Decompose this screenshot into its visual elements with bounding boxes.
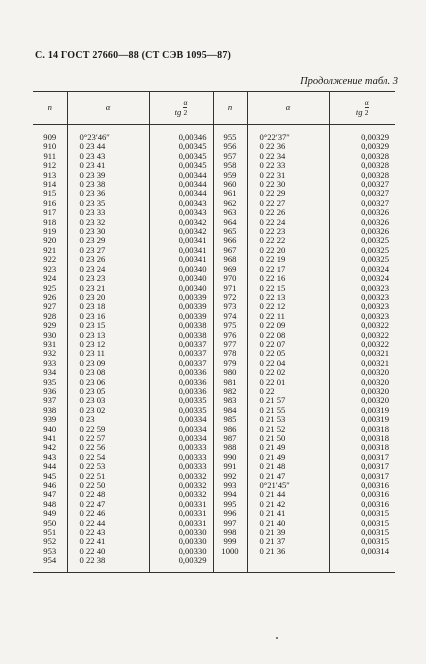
cell-tg	[329, 556, 395, 572]
cell-alpha: 0 22 38	[67, 556, 149, 572]
cell-tg: 0,00330	[149, 537, 213, 546]
cell-alpha: 0°22′37″	[247, 125, 329, 143]
cell-n: 945	[43, 470, 57, 481]
cell-tg: 0,00326	[329, 218, 395, 227]
cell-alpha: 0 23 27	[67, 246, 149, 255]
cell-tg: 0,00325	[329, 236, 395, 245]
cell-tg: 0,00329	[149, 556, 213, 572]
cell-tg: 0,00344	[149, 171, 213, 180]
cell-tg: 0,00317	[329, 453, 395, 462]
cell-n: 922	[43, 254, 57, 265]
cell-alpha: 0 22 51	[67, 472, 149, 481]
cell-alpha: 0 21 44	[247, 490, 329, 499]
cell-alpha: 0 23 18	[67, 302, 149, 311]
cell-n: 987	[213, 434, 247, 443]
cell-n: 998	[213, 528, 247, 537]
cell-alpha: 0 22 15	[247, 284, 329, 293]
cell-n: 924	[43, 273, 57, 284]
column-header-n: n	[33, 92, 67, 125]
cell-alpha: 0 22 50	[67, 481, 149, 490]
cell-n: 909	[43, 132, 57, 142]
cell-n: 981	[213, 378, 247, 387]
cell-n: 972	[213, 293, 247, 302]
cell-tg: 0,00333	[149, 443, 213, 452]
table-row	[33, 556, 395, 572]
cell-n: 988	[213, 443, 247, 452]
column-header-alpha-right: α	[247, 92, 329, 125]
cell-tg: 0,00322	[329, 321, 395, 330]
cell-tg: 0,00323	[329, 312, 395, 321]
cell-n: 935	[43, 376, 57, 387]
cell-n: 973	[213, 302, 247, 311]
cell-alpha: 0 22 56	[67, 443, 149, 452]
cell-n: 919	[43, 226, 57, 237]
cell-n: 974	[213, 312, 247, 321]
cell-tg: 0,00345	[149, 142, 213, 151]
cell-alpha: 0 22 48	[67, 490, 149, 499]
cell-alpha: 0 23 23	[67, 274, 149, 283]
cell-alpha: 0 22 59	[67, 425, 149, 434]
cell-alpha: 0°23′46″	[67, 125, 149, 143]
cell-tg: 0,00324	[329, 265, 395, 274]
cell-alpha: 0 22 36	[247, 142, 329, 151]
cell-tg: 0,00318	[329, 434, 395, 443]
cell-n: 979	[213, 359, 247, 368]
cell-n: 997	[213, 519, 247, 528]
cell-alpha: 0 22 16	[247, 274, 329, 283]
cell-n: 952	[43, 536, 57, 547]
cell-alpha: 0 23 08	[67, 368, 149, 377]
cell-alpha: 0 22 08	[247, 331, 329, 340]
cell-n: 971	[213, 284, 247, 293]
cell-alpha: 0 22 30	[247, 180, 329, 189]
cell-n: 963	[213, 208, 247, 217]
cell-tg: 0,00338	[149, 321, 213, 330]
cell-n: 999	[213, 537, 247, 546]
cell-alpha: 0 22 02	[247, 368, 329, 377]
cell-alpha: 0 22 12	[247, 302, 329, 311]
cell-n: 959	[213, 171, 247, 180]
cell-tg: 0,00320	[329, 378, 395, 387]
cell-n: 918	[43, 216, 57, 227]
cell-n: 958	[213, 161, 247, 170]
cell-tg: 0,00324	[329, 274, 395, 283]
cell-n: 921	[43, 244, 57, 255]
cell-n: 970	[213, 274, 247, 283]
cell-n: 930	[43, 329, 57, 340]
cell-tg: 0,00321	[329, 349, 395, 358]
cell-alpha: 0 23 03	[67, 396, 149, 405]
cell-alpha: 0 22 19	[247, 255, 329, 264]
cell-tg: 0,00316	[329, 500, 395, 509]
cell-tg: 0,00333	[149, 453, 213, 462]
cell-alpha: 0 22 27	[247, 199, 329, 208]
cell-n: 944	[43, 461, 57, 472]
cell-tg: 0,00337	[149, 349, 213, 358]
cell-n: 915	[43, 188, 57, 199]
cell-n: 933	[43, 357, 57, 368]
cell-n: 964	[213, 218, 247, 227]
cell-n: 982	[213, 387, 247, 396]
cell-tg: 0,00343	[149, 199, 213, 208]
cell-tg: 0,00332	[149, 481, 213, 490]
cell-alpha: 0 21 47	[247, 472, 329, 481]
cell-tg: 0,00341	[149, 236, 213, 245]
half-angle-fraction	[183, 98, 187, 117]
cell-n: 951	[43, 527, 57, 538]
cell-n: 936	[43, 385, 57, 396]
cell-tg: 0,00318	[329, 425, 395, 434]
cell-n: 949	[43, 508, 57, 519]
cell-tg: 0,00339	[149, 302, 213, 311]
cell-alpha: 0 23 06	[67, 378, 149, 387]
cell-alpha: 0 22 57	[67, 434, 149, 443]
cell-tg: 0,00337	[149, 359, 213, 368]
cell-tg: 0,00323	[329, 293, 395, 302]
cell-n: 983	[213, 396, 247, 405]
cell-alpha: 0 22 04	[247, 359, 329, 368]
cell-tg: 0,00334	[149, 425, 213, 434]
cell-n: 984	[213, 406, 247, 415]
cell-n: 911	[43, 150, 57, 161]
cell-tg: 0,00322	[329, 331, 395, 340]
cell-tg: 0,00331	[149, 509, 213, 518]
cell-alpha: 0 21 53	[247, 415, 329, 424]
table-header-row	[33, 92, 395, 125]
cell-alpha: 0 23 12	[67, 340, 149, 349]
cell-tg: 0,00328	[329, 152, 395, 161]
cell-alpha: 0 23 05	[67, 387, 149, 396]
cell-tg: 0,00341	[149, 255, 213, 264]
cell-alpha: 0 22 11	[247, 312, 329, 321]
cell-n: 996	[213, 509, 247, 518]
cell-alpha: 0 21 36	[247, 547, 329, 556]
cell-alpha: 0 23 39	[67, 171, 149, 180]
cell-alpha: 0 22 17	[247, 265, 329, 274]
cell-n: 954	[43, 555, 57, 566]
cell-n: 950	[43, 517, 57, 528]
cell-alpha: 0 22 54	[67, 453, 149, 462]
cell-tg: 0,00340	[149, 284, 213, 293]
cell-tg: 0,00330	[149, 547, 213, 556]
cell-tg: 0,00325	[329, 255, 395, 264]
cell-alpha: 0 22 13	[247, 293, 329, 302]
cell-alpha: 0 21 37	[247, 537, 329, 546]
cell-alpha: 0 23 32	[67, 218, 149, 227]
column-header-n-right: n	[213, 92, 247, 125]
cell-alpha: 0 22 34	[247, 152, 329, 161]
cell-n: 992	[213, 472, 247, 481]
cell-n: 934	[43, 367, 57, 378]
cell-n: 925	[43, 282, 57, 293]
cell-tg: 0,00323	[329, 284, 395, 293]
cell-n: 913	[43, 169, 57, 180]
cell-alpha: 0 22	[247, 387, 329, 396]
cell-tg: 0,00320	[329, 387, 395, 396]
cell-alpha: 0 23 24	[67, 265, 149, 274]
cell-n: 990	[213, 453, 247, 462]
cell-n: 912	[43, 160, 57, 171]
cell-tg: 0,00328	[329, 171, 395, 180]
cell-tg: 0,00323	[329, 302, 395, 311]
cell-alpha: 0 22 05	[247, 349, 329, 358]
cell-n: 991	[213, 462, 247, 471]
cell-n: 928	[43, 310, 57, 321]
cell-alpha: 0 23 38	[67, 180, 149, 189]
cell-alpha: 0 21 49	[247, 453, 329, 462]
cell-alpha: 0 22 44	[67, 519, 149, 528]
cell-alpha: 0 22 01	[247, 378, 329, 387]
cell-tg: 0,00330	[149, 528, 213, 537]
cell-alpha: 0 21 40	[247, 519, 329, 528]
cell-alpha: 0 23 41	[67, 161, 149, 170]
cell-tg: 0,00315	[329, 519, 395, 528]
cell-tg: 0,00332	[149, 490, 213, 499]
cell-tg: 0,00314	[329, 547, 395, 556]
tangent-table	[33, 91, 395, 573]
cell-alpha: 0 21 55	[247, 406, 329, 415]
cell-alpha: 0 23 09	[67, 359, 149, 368]
cell-tg: 0,00340	[149, 265, 213, 274]
cell-tg: 0,00336	[149, 387, 213, 396]
cell-alpha: 0 21 39	[247, 528, 329, 537]
cell-tg: 0,00337	[149, 340, 213, 349]
cell-n: 969	[213, 265, 247, 274]
cell-n: 993	[213, 481, 247, 490]
cell-alpha: 0 23 13	[67, 331, 149, 340]
cell-alpha: 0 23	[67, 415, 149, 424]
cell-alpha: 0 22 43	[67, 528, 149, 537]
cell-tg: 0,00319	[329, 406, 395, 415]
cell-alpha: 0 22 46	[67, 509, 149, 518]
cell-tg: 0,00336	[149, 368, 213, 377]
cell-tg: 0,00333	[149, 462, 213, 471]
half-angle-fraction-right	[365, 98, 369, 117]
cell-tg: 0,00332	[149, 472, 213, 481]
table-body	[33, 125, 395, 573]
cell-n: 977	[213, 340, 247, 349]
cell-n: 986	[213, 425, 247, 434]
cell-alpha: 0 23 35	[67, 199, 149, 208]
cell-alpha: 0 21 41	[247, 509, 329, 518]
cell-tg: 0,00316	[329, 481, 395, 490]
cell-alpha: 0 23 44	[67, 142, 149, 151]
cell-alpha: 0°21′45″	[247, 481, 329, 490]
cell-n: 968	[213, 255, 247, 264]
cell-n: 966	[213, 236, 247, 245]
cell-n: 955	[213, 125, 247, 143]
cell-alpha: 0 23 30	[67, 227, 149, 236]
cell-alpha: 0 23 33	[67, 208, 149, 217]
cell-tg: 0,00329	[329, 125, 395, 143]
cell-n: 965	[213, 227, 247, 236]
cell-tg: 0,00339	[149, 312, 213, 321]
cell-n: 978	[213, 349, 247, 358]
cell-alpha: 0 22 31	[247, 171, 329, 180]
cell-n: 1000	[213, 547, 247, 556]
cell-n: 920	[43, 235, 57, 246]
cell-n: 962	[213, 199, 247, 208]
tg-label-right: tg	[355, 107, 363, 118]
cell-n: 957	[213, 152, 247, 161]
cell-alpha: 0 21 48	[247, 462, 329, 471]
cell-alpha: 0 23 29	[67, 236, 149, 245]
cell-tg: 0,00318	[329, 443, 395, 452]
cell-n: 931	[43, 338, 57, 349]
cell-n: 917	[43, 207, 57, 218]
cell-alpha: 0 23 20	[67, 293, 149, 302]
cell-n: 956	[213, 142, 247, 151]
cell-n: 946	[43, 480, 57, 491]
cell-n: 939	[43, 414, 57, 425]
cell-n: 985	[213, 415, 247, 424]
column-header-tg-right	[329, 92, 395, 125]
cell-alpha: 0 23 16	[67, 312, 149, 321]
table-continuation-label: Продолжение табл. 3	[300, 76, 398, 87]
cell-tg: 0,00315	[329, 528, 395, 537]
cell-alpha: 0 23 02	[67, 406, 149, 415]
cell-tg: 0,00343	[149, 208, 213, 217]
cell-tg: 0,00321	[329, 359, 395, 368]
cell-tg: 0,00320	[329, 396, 395, 405]
cell-alpha: 0 21 42	[247, 500, 329, 509]
cell-tg: 0,00341	[149, 246, 213, 255]
cell-tg: 0,00319	[329, 415, 395, 424]
cell-alpha: 0 22 24	[247, 218, 329, 227]
cell-alpha: 0 23 15	[67, 321, 149, 330]
cell-n: 916	[43, 197, 57, 208]
cell-tg: 0,00334	[149, 434, 213, 443]
cell-n: 932	[43, 348, 57, 359]
cell-tg: 0,00329	[329, 142, 395, 151]
cell-alpha	[247, 556, 329, 572]
cell-alpha: 0 21 49	[247, 443, 329, 452]
column-header-alpha: α	[67, 92, 149, 125]
cell-n: 976	[213, 331, 247, 340]
cell-alpha: 0 23 26	[67, 255, 149, 264]
cell-alpha: 0 21 52	[247, 425, 329, 434]
cell-tg: 0,00317	[329, 472, 395, 481]
fraction-denominator-right: 2	[364, 108, 369, 118]
cell-alpha: 0 22 20	[247, 246, 329, 255]
cell-n: 942	[43, 442, 57, 453]
cell-n: 938	[43, 404, 57, 415]
cell-tg: 0,00344	[149, 189, 213, 198]
cell-tg: 0,00317	[329, 462, 395, 471]
cell-n: 940	[43, 423, 57, 434]
cell-tg: 0,00326	[329, 208, 395, 217]
cell-tg: 0,00322	[329, 340, 395, 349]
cell-tg: 0,00345	[149, 161, 213, 170]
cell-tg: 0,00331	[149, 519, 213, 528]
cell-tg: 0,00334	[149, 415, 213, 424]
cell-tg: 0,00327	[329, 180, 395, 189]
cell-alpha: 0 22 22	[247, 236, 329, 245]
cell-alpha: 0 22 07	[247, 340, 329, 349]
cell-alpha: 0 22 23	[247, 227, 329, 236]
cell-n: 926	[43, 291, 57, 302]
cell-n	[213, 556, 247, 572]
cell-n: 923	[43, 263, 57, 274]
cell-tg: 0,00335	[149, 396, 213, 405]
cell-tg: 0,00328	[329, 161, 395, 170]
cell-alpha: 0 23 36	[67, 189, 149, 198]
fraction-numerator-right: α	[364, 98, 369, 108]
cell-n: 961	[213, 189, 247, 198]
fraction-denominator: 2	[183, 108, 188, 118]
cell-tg: 0,00342	[149, 218, 213, 227]
cell-alpha: 0 22 41	[67, 537, 149, 546]
cell-tg: 0,00342	[149, 227, 213, 236]
cell-n: 975	[213, 321, 247, 330]
page-speck	[276, 637, 278, 639]
cell-alpha: 0 23 43	[67, 152, 149, 161]
cell-alpha: 0 21 50	[247, 434, 329, 443]
cell-n: 910	[43, 141, 57, 152]
cell-tg: 0,00336	[149, 378, 213, 387]
cell-tg: 0,00338	[149, 331, 213, 340]
cell-n: 948	[43, 498, 57, 509]
page-header: С. 14 ГОСТ 27660—88 (СТ СЭВ 1095—87)	[35, 50, 232, 61]
table-row	[33, 125, 395, 143]
cell-tg: 0,00326	[329, 227, 395, 236]
cell-n: 994	[213, 490, 247, 499]
cell-n: 927	[43, 301, 57, 312]
cell-tg: 0,00331	[149, 500, 213, 509]
cell-tg: 0,00315	[329, 537, 395, 546]
cell-tg: 0,00339	[149, 293, 213, 302]
column-header-tg	[149, 92, 213, 125]
cell-n: 967	[213, 246, 247, 255]
cell-tg: 0,00340	[149, 274, 213, 283]
fraction-numerator: α	[183, 98, 188, 108]
cell-tg: 0,00345	[149, 152, 213, 161]
cell-n: 980	[213, 368, 247, 377]
cell-n: 914	[43, 179, 57, 190]
cell-n: 960	[213, 180, 247, 189]
cell-alpha: 0 22 40	[67, 547, 149, 556]
cell-tg: 0,00315	[329, 509, 395, 518]
cell-alpha: 0 22 47	[67, 500, 149, 509]
cell-alpha: 0 22 33	[247, 161, 329, 170]
cell-n: 953	[43, 545, 57, 556]
cell-n: 937	[43, 395, 57, 406]
cell-tg: 0,00320	[329, 368, 395, 377]
cell-n: 947	[43, 489, 57, 500]
cell-alpha: 0 22 09	[247, 321, 329, 330]
cell-tg: 0,00344	[149, 180, 213, 189]
cell-alpha: 0 21 57	[247, 396, 329, 405]
cell-alpha: 0 23 21	[67, 284, 149, 293]
cell-tg: 0,00346	[149, 125, 213, 143]
cell-tg: 0,00316	[329, 490, 395, 499]
cell-tg: 0,00327	[329, 189, 395, 198]
cell-n: 995	[213, 500, 247, 509]
cell-tg: 0,00327	[329, 199, 395, 208]
cell-alpha: 0 23 11	[67, 349, 149, 358]
cell-alpha: 0 22 29	[247, 189, 329, 198]
cell-tg: 0,00325	[329, 246, 395, 255]
tg-label: tg	[174, 107, 182, 118]
cell-alpha: 0 22 26	[247, 208, 329, 217]
cell-n: 941	[43, 433, 57, 443]
cell-n: 929	[43, 320, 57, 331]
cell-n: 943	[43, 451, 57, 462]
cell-alpha: 0 22 53	[67, 462, 149, 471]
cell-tg: 0,00335	[149, 406, 213, 415]
